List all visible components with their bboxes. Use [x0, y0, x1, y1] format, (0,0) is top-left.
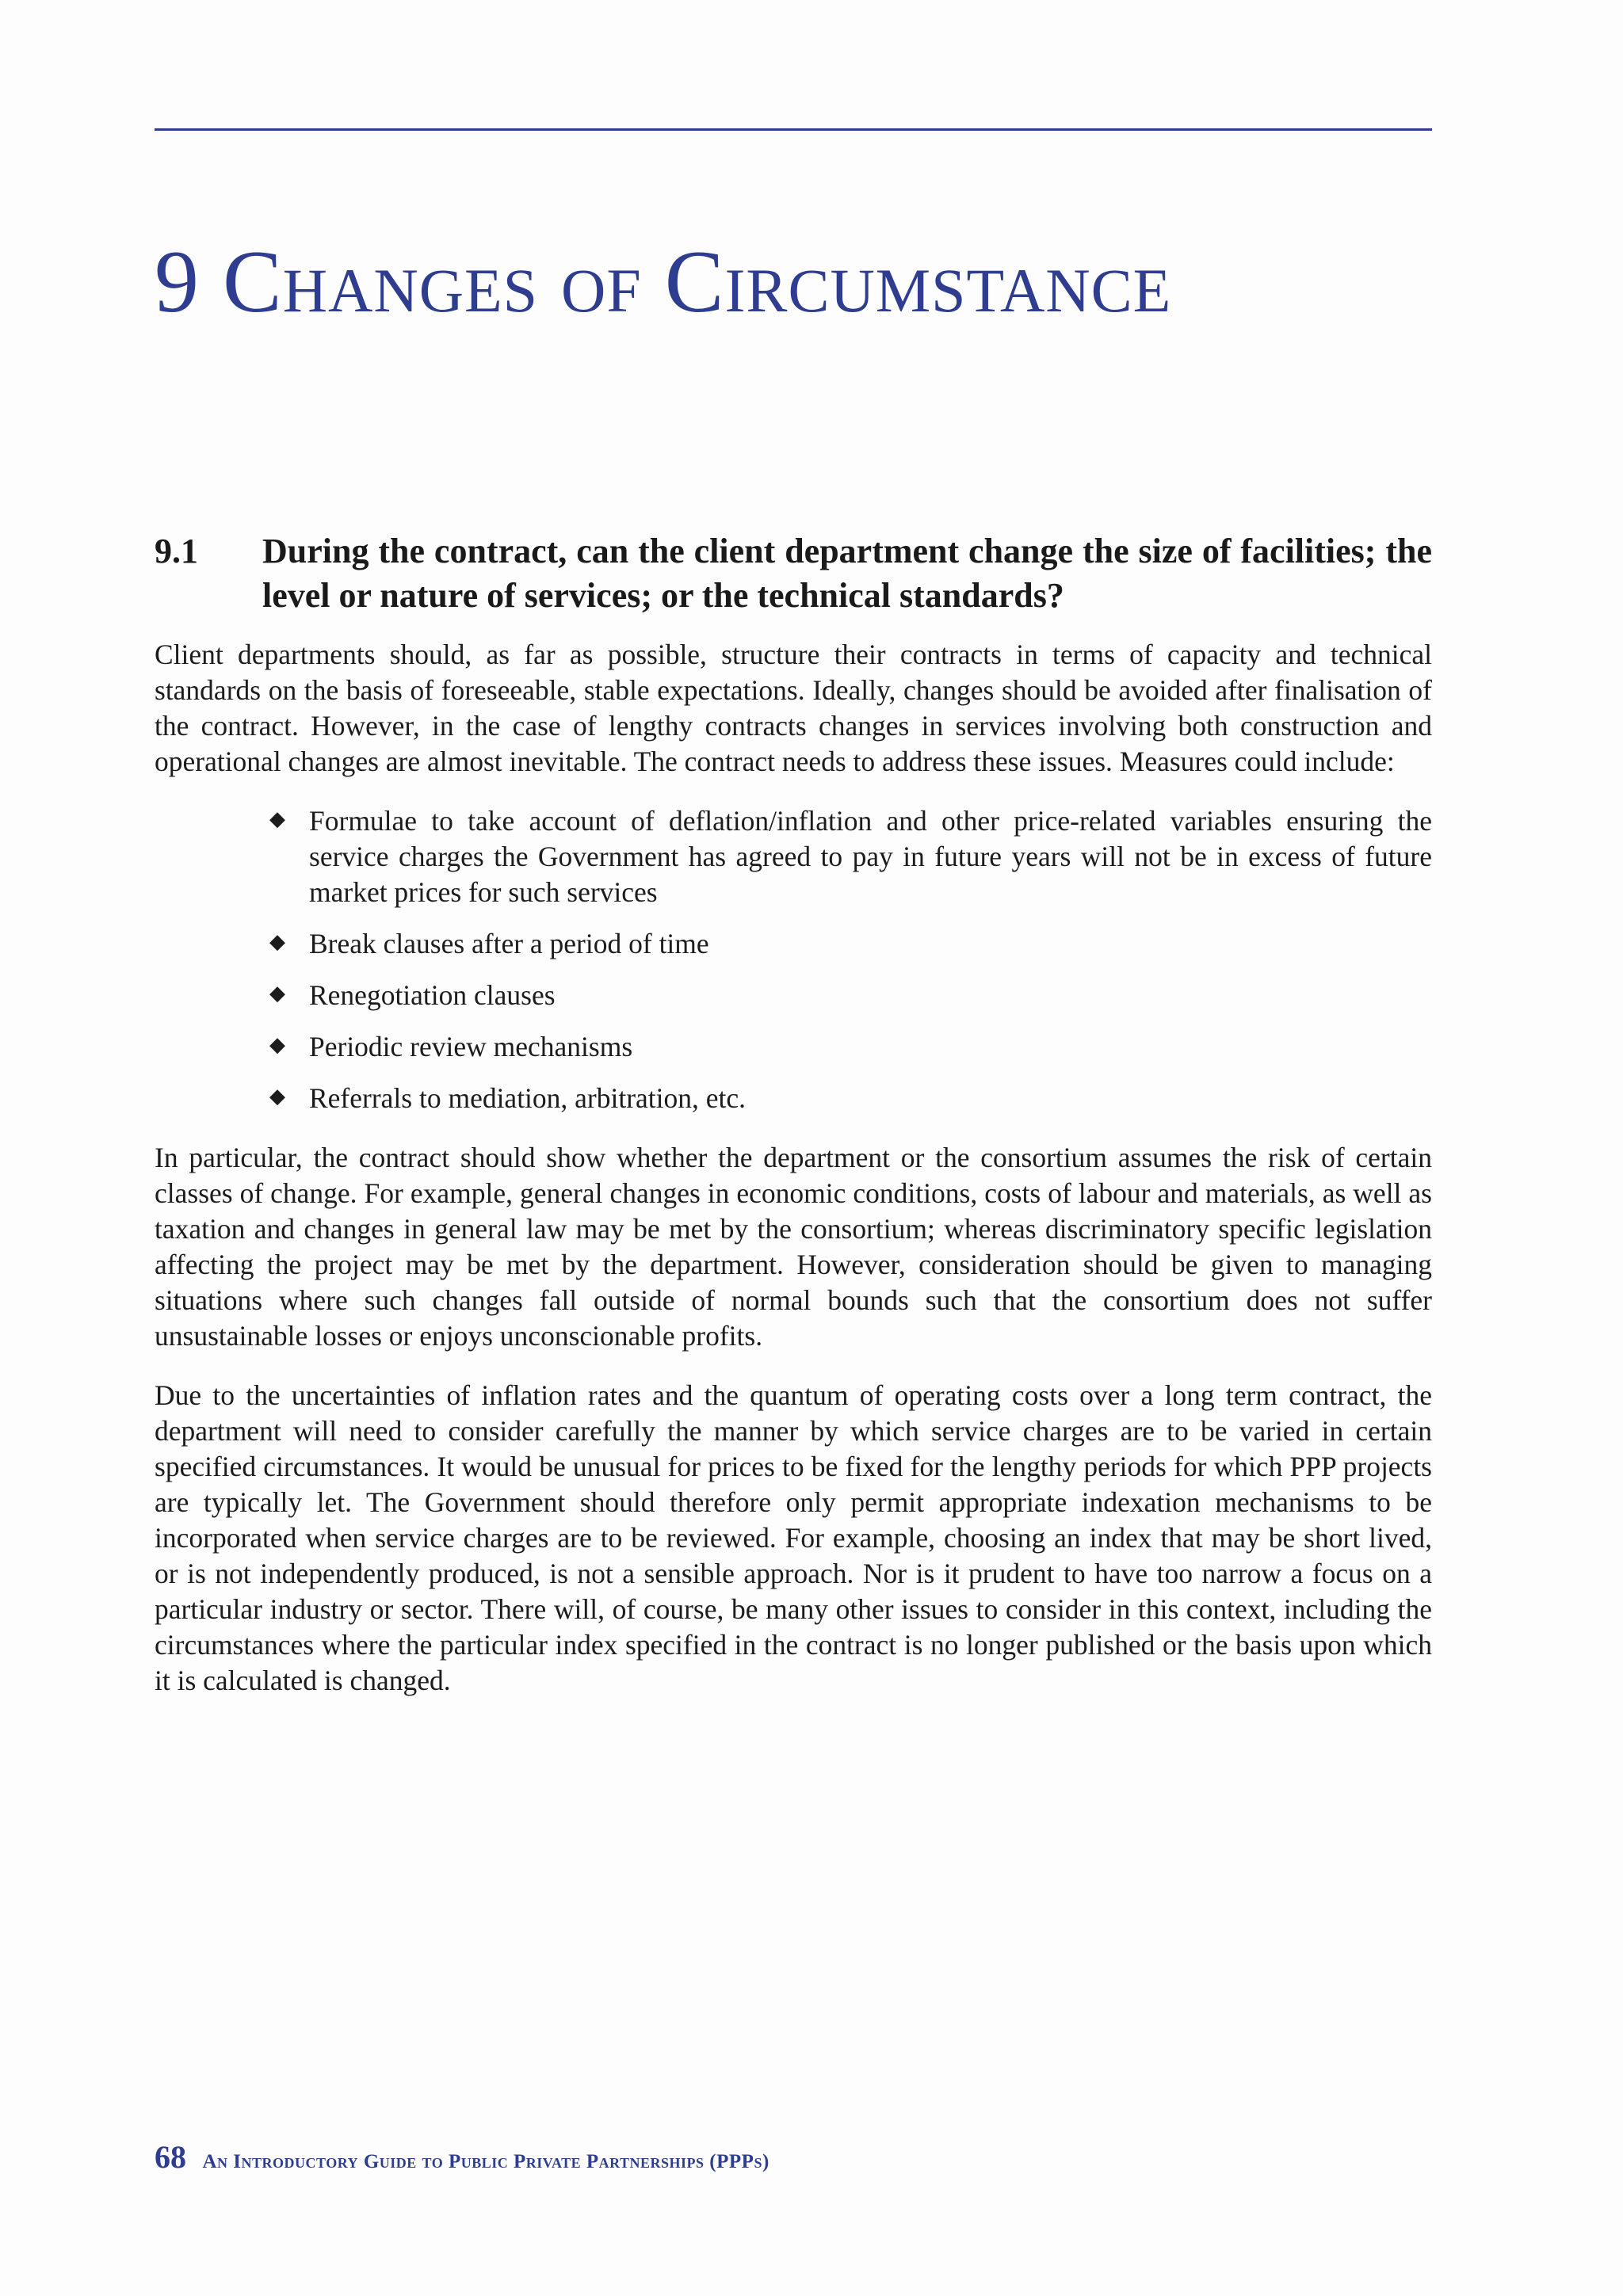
header-rule [155, 128, 1432, 131]
list-item [269, 803, 1432, 910]
paragraph-intro: Client departments should, as far as possible, structure their contracts in terms of capacity and technical standards on the basis of foreseeable, stable expectations. Ideally, changes should be avoided after finalisation of the contract. However, in the case of lengthy contracts changes in services involving both construction and operational changes are almost inevitable. The contract needs to address these issues. Measures could include: [155, 639, 1432, 777]
diamond-bullet-icon: ◆ [269, 982, 285, 1005]
list-item-text: Break clauses after a period of time [309, 928, 709, 959]
list-item [269, 1081, 1432, 1116]
paragraph-risk: In particular, the contract should show whether the department or the consortium assumes the risk of certain classes of change. For example, general changes in economic conditions, costs of labour and materials, as well as taxation and changes in general law may be met by the consortium; whereas discriminatory specific legislation affecting the project may be met by the department. However, consideration should be given to managing situations where such changes fall outside of normal bounds such that the consortium does not suffer unsustainable losses or enjoys unconscionable profits. [155, 1142, 1432, 1352]
list-item [269, 926, 1432, 962]
list-item-text: Referrals to mediation, arbitration, etc. [309, 1082, 747, 1114]
section-heading-text: During the contract, can the client department change the size of facilities; the level or nature of services; or the technical standards? [262, 532, 1432, 615]
diamond-bullet-icon: ◆ [269, 1085, 285, 1108]
paragraph-indexation: Due to the uncertainties of inflation rates and the quantum of operating costs over a long term contract, the department will need to consider carefully the manner by which service charges are to be varied in certain specified circumstances. It would be unusual for prices to be fixed for the lengthy periods for which PPP projects are typically let. The Government should therefore only permit appropriate indexation mechanisms to be incorporated when service charges are to be reviewed. For example, choosing an index that may be short lived, or is not independently produced, is not a sensible approach. Nor is it prudent to have too narrow a focus on a particular industry or sector. There will, of course, be many other issues to consider in this context, including the circumstances where the particular index specified in the contract is no longer published or the basis upon which it is calculated is changed. [155, 1379, 1432, 1696]
section-heading [155, 529, 1432, 618]
list-item-text: Formulae to take account of deflation/inflation and other price-related variables ensuring the service charges the Government has agreed to pay in future years will not be in excess of future market prices for such services [309, 805, 1432, 908]
list-item-text: Renegotiation clauses [309, 979, 556, 1011]
running-title: An Introductory Guide to Public Private Partnerships (PPPs) [202, 2151, 769, 2172]
list-item-text: Periodic review mechanisms [309, 1031, 633, 1062]
list-item [269, 1029, 1432, 1065]
section-number: 9.1 [155, 532, 198, 570]
page-number: 68 [155, 2139, 186, 2175]
measures-list [155, 803, 1432, 1116]
list-item [269, 978, 1432, 1013]
chapter-title: 9 Changes of Circumstance [155, 233, 1172, 331]
diamond-bullet-icon: ◆ [269, 807, 285, 830]
page-footer [155, 2139, 769, 2178]
diamond-bullet-icon: ◆ [269, 930, 285, 953]
body-content [155, 637, 1432, 1722]
diamond-bullet-icon: ◆ [269, 1033, 285, 1056]
